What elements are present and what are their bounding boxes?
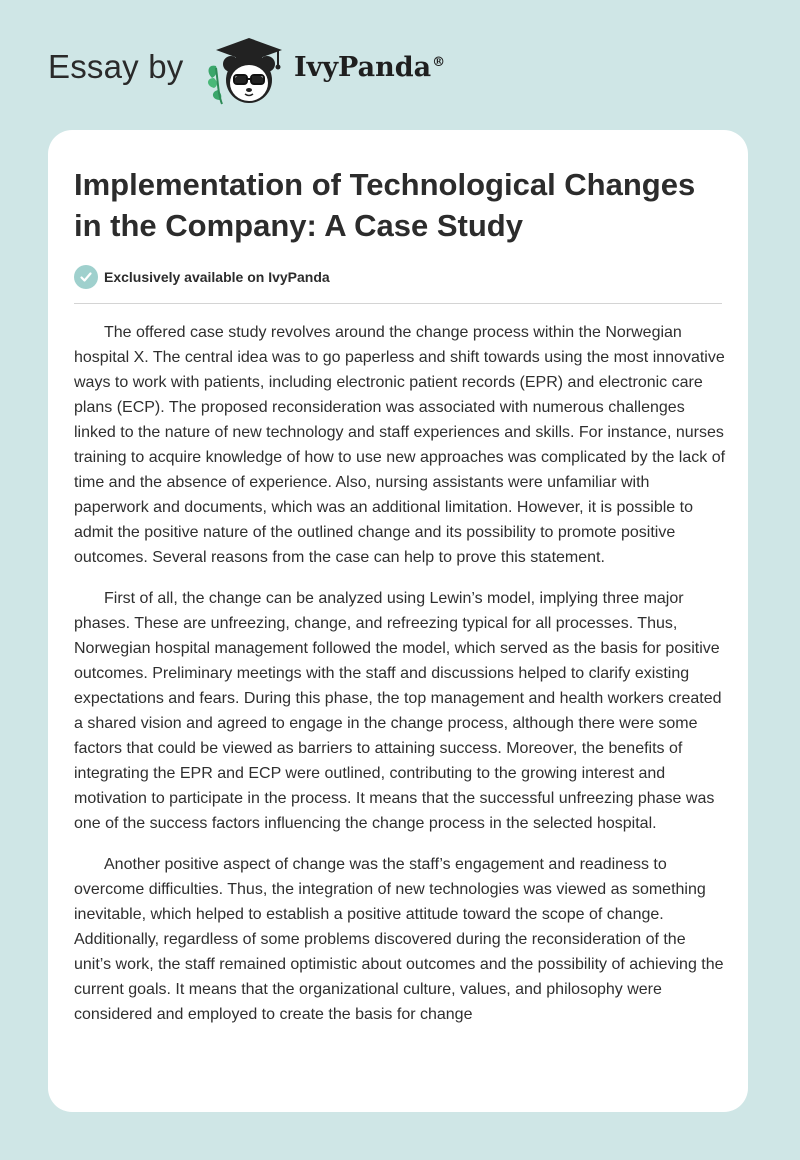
check-circle-icon — [74, 265, 98, 289]
panda-graduate-icon — [204, 34, 286, 110]
article-title: Implementation of Technological Changes in the Company: A Case Study — [74, 167, 696, 243]
exclusive-badge-text: Exclusively available on IvyPanda — [104, 269, 330, 285]
registered-mark: ® — [432, 55, 446, 70]
article-paragraph: First of all, the change can be analyzed using Lewin’s model, implying three major phases. These are unfreezing, change, and refreezing typical for all processes. Thus, Norwegian hospital management followed the model, which served as the basis for positive outcomes. Preliminary meetings with the staff and discussions helped to clarify existing expectations and fears. During this phase, the top management and health workers created a shared vision and agreed to engage in the change process, although there were some factors that could be viewed as barriers to attaining success. Moreover, the benefits of integrating the EPR and ECP were outlined, contributing to the growing interest and motivation to participate in the process. It means that the successful unfreezing phase was one of the success factors influencing the change process in the selected hospital. — [74, 590, 722, 832]
site-brand[interactable] — [48, 30, 488, 110]
article-paragraph: Another positive aspect of change was the staff’s engagement and readiness to overcome difficulties. Thus, the integration of new technologies was viewed as something inevitable, which helped to establish a positive attitude toward the scope of change. Additionally, regardless of some problems discovered during the reconsideration of the unit’s work, the staff remained optimistic about outcomes and the possibility of achieving the current goals. It means that the organizational culture, values, and philosophy were considered and employed to create the basis for change — [74, 856, 724, 1023]
title-divider — [74, 303, 722, 304]
brand-name-text: IvyPanda — [294, 52, 432, 83]
article-card — [48, 130, 748, 1112]
brand-name — [294, 52, 445, 83]
article-body — [74, 320, 726, 1043]
exclusive-badge — [74, 264, 330, 290]
article-paragraph: The offered case study revolves around the change process within the Norwegian hospital X. The central idea was to go paperless and shift towards using the most innovative ways to work with patients, including electronic patient records (EPR) and electronic care plans (ECP). The proposed reconsideration was associated with numerous challenges linked to the nature of new technology and staff experiences and skills. For instance, nurses training to acquire knowledge of how to use new approaches was complicated by the lack of time and the absence of experience. Also, nursing assistants were unfamiliar with paperwork and documents, which was an additional limitation. However, it is possible to admit the positive nature of the outlined change and its possibility to promote positive outcomes. Several reasons from the case can help to prove this statement. — [74, 324, 726, 566]
brand-prefix: Essay by — [48, 48, 184, 85]
